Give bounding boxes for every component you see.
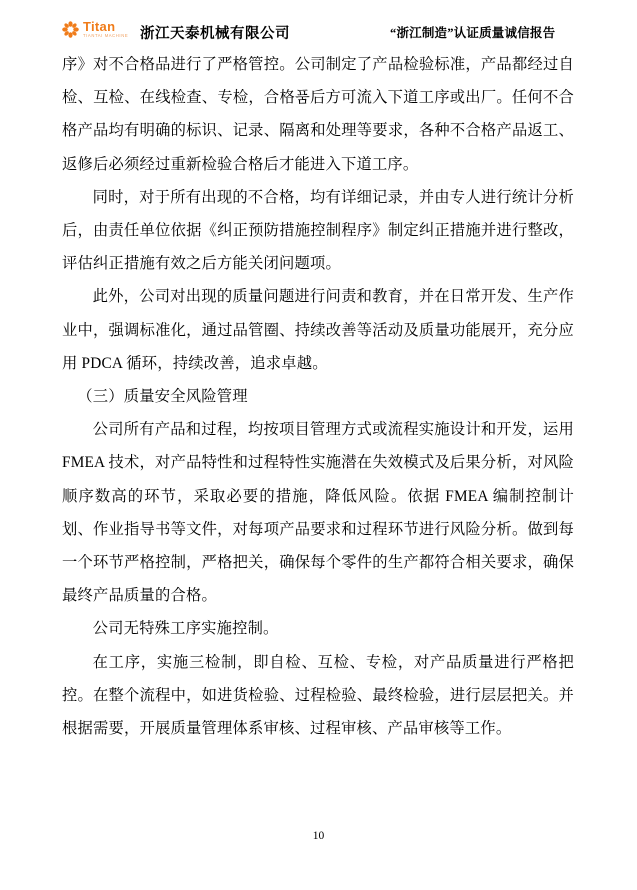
header-document-title: “浙江制造”认证质量诚信报告 <box>390 26 556 40</box>
paragraph: 公司无特殊工序实施控制。 <box>92 620 279 638</box>
section-heading: （三）质量安全风险管理 <box>77 388 248 406</box>
header-company-name: 浙江天泰机械有限公司 <box>140 26 290 42</box>
company-logo <box>62 20 128 38</box>
paragraph: 序》对不合格品进行了严格管控。公司制定了产品检验标准，产品都经过自检、互检、在线检查、专检，合格품后方可流入下道工序或出厂。任何不合格产品均有明确的标识、记录、隔离和处理等要求，各种不合格产品返工、返修后必须经过重新检验合格后才能进入下道工序。 <box>62 56 574 173</box>
logo-text-block <box>83 20 128 38</box>
paragraph: 同时，对于所有出现的不合格，均有详细记录，并由专人进行统计分析后，由责任单位依据《纠正预防措施控制程序》制定纠正措施并进行整改，评估纠正措施有效之后方能关闭问题项。 <box>62 188 574 273</box>
document-body <box>62 48 574 745</box>
paragraph: 此外，公司对出现的质量问题进行问责和教育，并在日常开发、生产作业中，强调标准化，通过品管圈、持续改善等活动及质量功能展开，充分应用 PDCA 循环，持续改善，追求卓越。 <box>62 288 574 372</box>
paragraph: 在工序，实施三检制，即自检、互检、专检，对产品质量进行严格把控。在整个流程中，如进货检验、过程检验、最终检验，进行层层把关。并根据需要，开展质量管理体系审核、过程审核、产品审核等工作。 <box>62 653 574 738</box>
titan-flower-icon <box>62 21 79 38</box>
logo-title: Titan <box>83 19 116 34</box>
paragraph: 公司所有产品和过程，均按项目管理方式或流程实施设计和开发，运用 FMEA 技术，对产品特性和过程特性实施潜在失效模式及后果分析，对风险顺序数高的环节，采取必要的措施，降低风险。依据 FMEA 编制控制计划、作业指导书等文件，对每项产品要求和过程环节进行风险分析。做到每一个环节严格控制，严格把关，确保每个零件的生产都符合相关要求，确保最终产品质量的合格。 <box>62 421 574 605</box>
logo-subtitle: TIANTAI MACHINE <box>83 33 129 38</box>
page-number: 10 <box>312 830 325 842</box>
